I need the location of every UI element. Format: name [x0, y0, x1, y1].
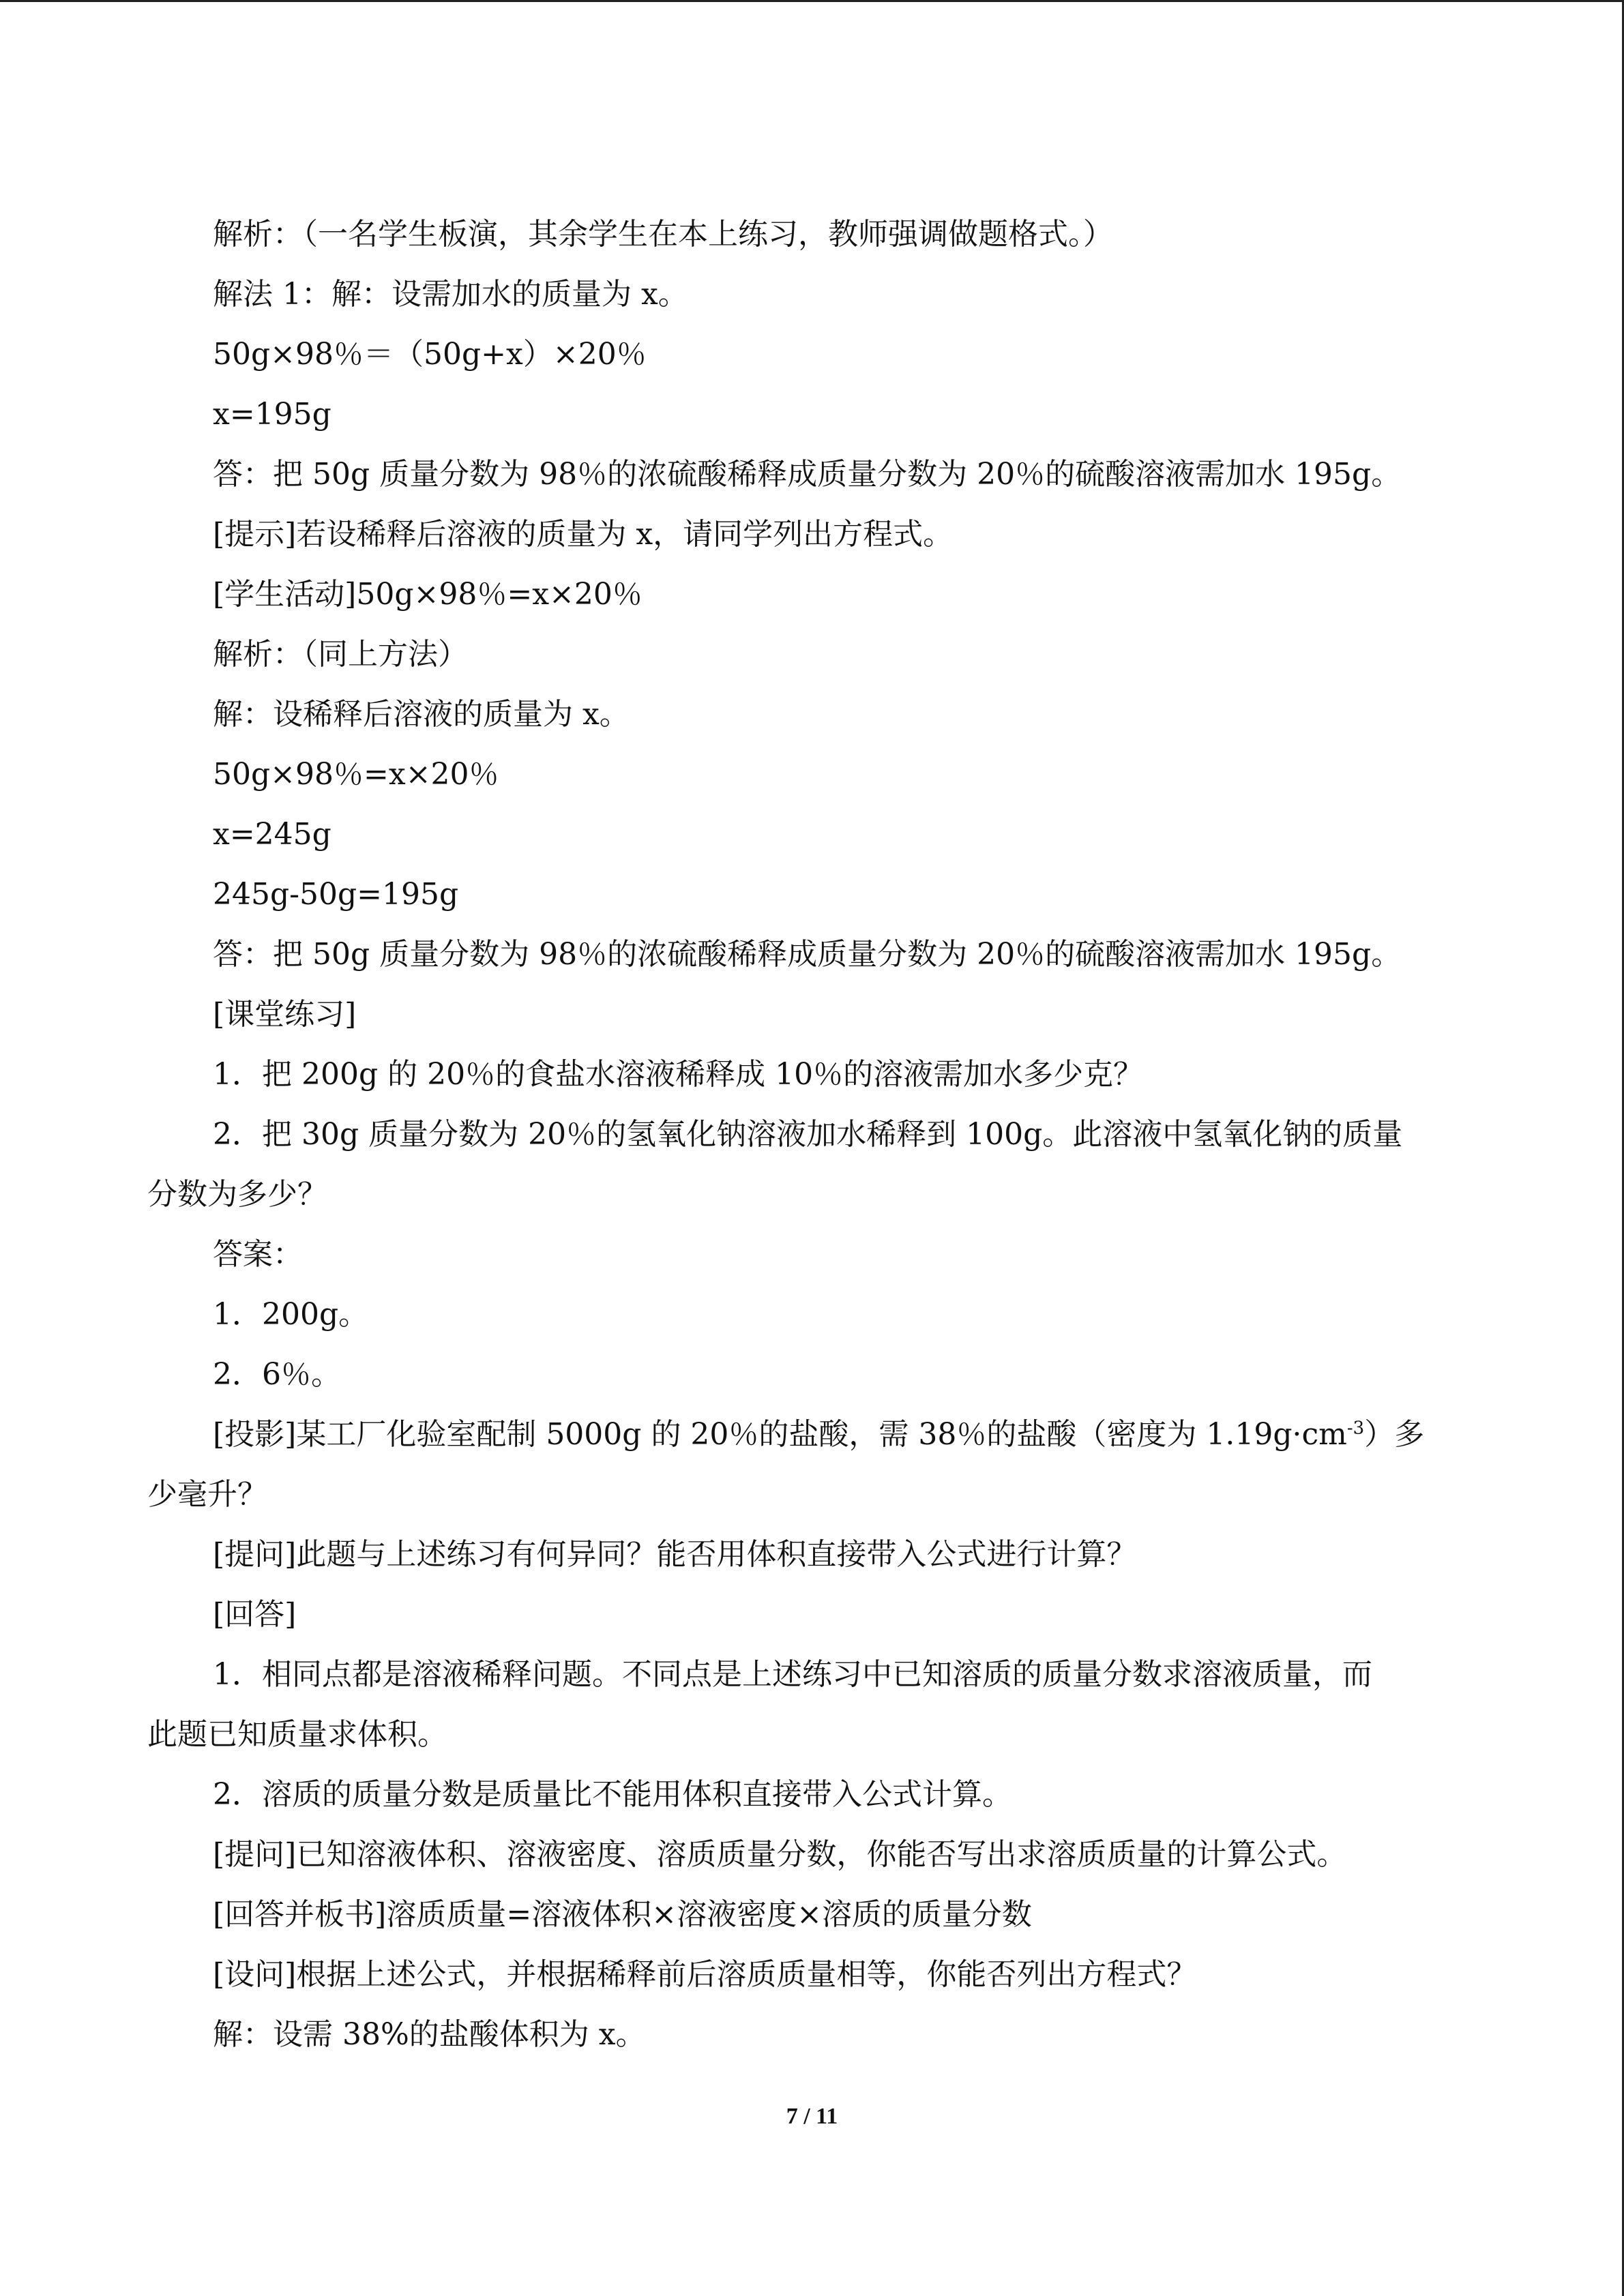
- text-line: 解析：（一名学生板演，其余学生在本上练习，教师强调做题格式。）: [213, 217, 1113, 252]
- text-line: [回答]: [213, 1597, 297, 1632]
- text-line: 1．相同点都是溶液稀释问题。不同点是上述练习中已知溶质的质量分数求溶液质量，而: [213, 1657, 1372, 1692]
- text-line: 答案：: [213, 1237, 303, 1272]
- text-line-continuation: 分数为多少？: [147, 1177, 327, 1212]
- text-line: 解析：（同上方法）: [213, 637, 468, 672]
- text-line: 1．把 200g 的 20％的食盐水溶液稀释成 10％的溶液需加水多少克？: [213, 1057, 1144, 1092]
- text-line: 50g×98％=x×20％: [213, 757, 499, 792]
- text-line: [提问]已知溶液体积、溶液密度、溶质质量分数，你能否写出求溶质质量的计算公式。: [213, 1837, 1347, 1872]
- text-line: 答：把 50g 质量分数为 98％的浓硫酸稀释成质量分数为 20％的硫酸溶液需加水 195g。: [213, 457, 1402, 492]
- text-line: 2．6％。: [213, 1357, 341, 1392]
- document-body: [147, 205, 1477, 2065]
- text-line: [设问]根据上述公式，并根据稀释前后溶质质量相等，你能否列出方程式？: [213, 1957, 1197, 1992]
- text-line: [回答并板书]溶质质量=溶液体积×溶液密度×溶质的质量分数: [213, 1897, 1032, 1932]
- text-line: 50g×98％＝（50g+x）×20％: [213, 337, 647, 372]
- text-line: [提示]若设稀释后溶液的质量为 x，请同学列出方程式。: [213, 517, 954, 552]
- text-line: 解：设需 38%的盐酸体积为 x。: [213, 2017, 646, 2052]
- text-line: 2．溶质的质量分数是质量比不能用体积直接带入公式计算。: [213, 1777, 1012, 1812]
- superscript: -3: [1346, 1418, 1365, 1439]
- text-line: 2．把 30g 质量分数为 20％的氢氧化钠溶液加水稀释到 100g。此溶液中氢氧化钠的质量: [213, 1117, 1403, 1152]
- text-line: 答：把 50g 质量分数为 98％的浓硫酸稀释成质量分数为 20％的硫酸溶液需加水 195g。: [213, 937, 1402, 972]
- text-line: x=245g: [213, 817, 331, 852]
- text-line: 解法 1：解：设需加水的质量为 x。: [213, 277, 688, 312]
- text-line: x=195g: [213, 397, 331, 432]
- text-line-continuation: 此题已知质量求体积。: [147, 1717, 447, 1752]
- text-segment: ）多: [1364, 1417, 1425, 1452]
- text-line: 245g-50g=195g: [213, 877, 459, 912]
- text-line: [提问]此题与上述练习有何异同？能否用体积直接带入公式进行计算？: [213, 1537, 1137, 1572]
- text-line: [学生活动]50g×98％=x×20％: [213, 577, 643, 612]
- page-border-top: [0, 0, 1624, 2]
- page-number: 7 / 11: [786, 2104, 838, 2129]
- text-line: 解：设稀释后溶液的质量为 x。: [213, 697, 630, 732]
- text-line: 1．200g。: [213, 1297, 369, 1332]
- text-segment: [投影]某工厂化验室配制 5000g 的 20％的盐酸，需 38％的盐酸（密度为 1.19g·cm: [213, 1417, 1347, 1452]
- text-line-continuation: 少毫升？: [147, 1477, 267, 1512]
- text-line: [课堂练习]: [213, 997, 357, 1032]
- text-line-with-superscript: [147, 1405, 1477, 1465]
